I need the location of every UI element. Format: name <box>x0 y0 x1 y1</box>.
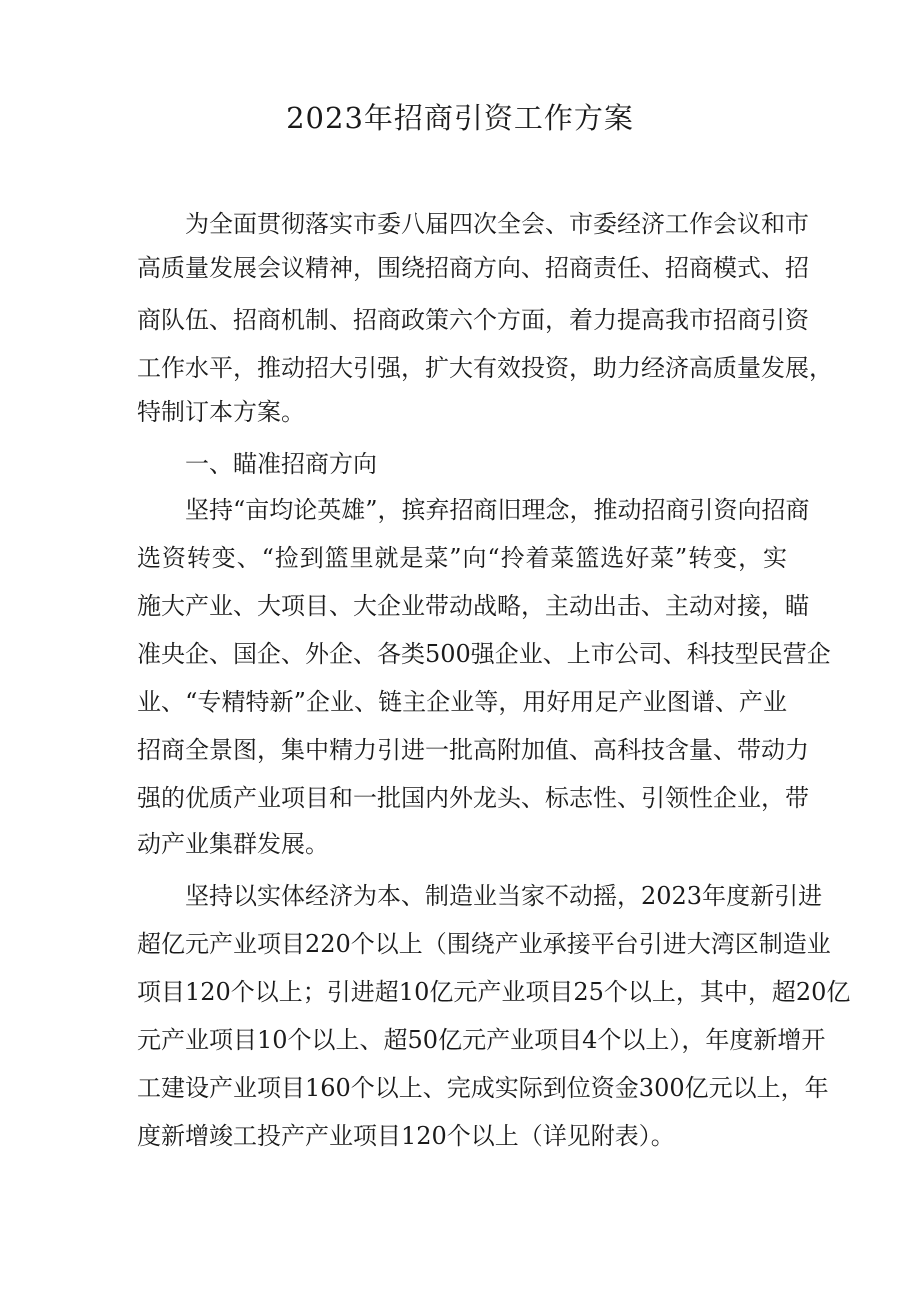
paragraph-line: 工作水平，推动招大引强，扩大有效投资，助力经济高质量发展， <box>137 354 833 382</box>
paragraph-line: 施大产业、大项目、大企业带动战略，主动出击、主动对接，瞄 <box>137 592 809 620</box>
paragraph-line: 坚持以实体经济为本、制造业当家不动摇，2023年度新引进 <box>185 882 823 910</box>
paragraph-line: 超亿元产业项目220个以上（围绕产业承接平台引进大湾区制造业 <box>137 930 831 958</box>
paragraph-line: 高质量发展会议精神，围绕招商方向、招商责任、招商模式、招 <box>137 254 809 282</box>
paragraph-line: 工建设产业项目160个以上、完成实际到位资金300亿元以上，年 <box>137 1074 829 1102</box>
paragraph-line: 元产业项目10个以上、超50亿元产业项目4个以上），年度新增开 <box>137 1026 826 1054</box>
paragraph-line: 选资转变、“捡到篮里就是菜”向“拎着菜篮选好菜”转变，实 <box>137 544 787 572</box>
paragraph-line: 业、“专精特新”企业、链主企业等，用好用足产业图谱、产业 <box>137 688 787 716</box>
section-heading: 一、瞄准招商方向 <box>185 450 377 478</box>
paragraph-line: 准央企、国企、外企、各类500强企业、上市公司、科技型民营企 <box>137 640 831 668</box>
paragraph-line: 度新增竣工投产产业项目120个以上（详见附表）。 <box>137 1122 675 1150</box>
paragraph-line: 强的优质产业项目和一批国内外龙头、标志性、引领性企业，带 <box>137 784 809 812</box>
paragraph-line: 坚持“亩均论英雄”，摈弃招商旧理念，推动招商引资向招商 <box>185 496 810 524</box>
paragraph-line: 特制订本方案。 <box>137 398 305 426</box>
paragraph-line: 动产业集群发展。 <box>137 830 329 858</box>
paragraph-line: 为全面贯彻落实市委八届四次全会、市委经济工作会议和市 <box>185 210 809 238</box>
paragraph-line: 项目120个以上；引进超10亿元产业项目25个以上，其中，超20亿 <box>137 978 851 1006</box>
document-title: 2023年招商引资工作方案 <box>286 101 634 135</box>
paragraph-line: 商队伍、招商机制、招商政策六个方面，着力提高我市招商引资 <box>137 306 809 334</box>
paragraph-line: 招商全景图，集中精力引进一批高附加值、高科技含量、带动力 <box>137 736 809 764</box>
